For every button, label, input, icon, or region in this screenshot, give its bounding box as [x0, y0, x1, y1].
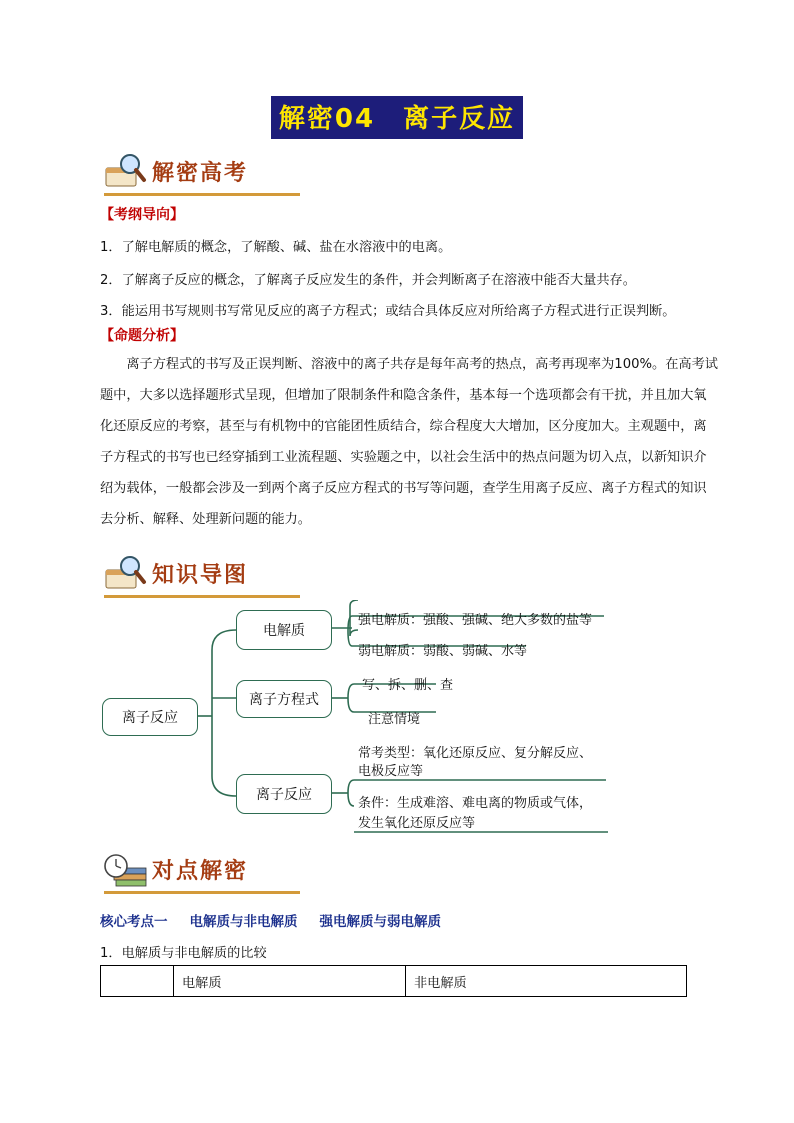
mind-map-root: 离子反应	[102, 698, 198, 736]
mind-map-node: 电解质	[236, 610, 332, 650]
table-cell: 非电解质	[406, 966, 687, 997]
section-title: 对点解密	[152, 858, 249, 884]
kaogang-item: 2．了解离子反应的概念，了解离子反应发生的条件，并会判断离子在溶液中能否大量共存。	[100, 273, 636, 288]
mingti-paragraph	[100, 349, 718, 535]
paragraph-line: 子方程式的书写也已经穿插到工业流程题、实验题之中，以社会生活中的热点问题为切入点，以新知识介	[100, 450, 707, 465]
kaogang-item: 3．能运用书写规则书写常见反应的离子方程式；或结合具体反应对所给离子方程式进行正误判断。	[100, 304, 676, 319]
kaogang-label: 【考纲导向】	[100, 207, 184, 223]
clock-books-icon	[102, 848, 148, 888]
mind-map-leaf: 弱电解质：弱酸、弱碱、水等	[358, 644, 528, 659]
mind-map-leaf: 强电解质：强酸、强碱、绝大多数的盐等	[358, 613, 593, 628]
mind-map	[96, 600, 616, 840]
table-row	[101, 966, 687, 997]
paragraph-line: 绍为载体，一般都会涉及一到两个离子反应方程式的书写等问题，查学生用离子反应、离子方程式的知识	[100, 481, 707, 496]
section-title: 知识导图	[152, 562, 249, 588]
section-banner-jiemi-gaokao	[100, 150, 300, 196]
core-point-prefix: 核心考点一	[100, 914, 168, 930]
mind-map-node: 离子反应	[236, 774, 332, 814]
subheading: 1．电解质与非电解质的比较	[100, 946, 267, 961]
mind-map-leaf: 电极反应等	[358, 764, 424, 779]
core-point-heading	[100, 910, 463, 930]
core-point-title: 电解质与非电解质	[189, 914, 298, 930]
section-banner-zhishi-daotu	[100, 552, 300, 598]
paragraph-line: 去分析、解释、处理新问题的能力。	[100, 512, 311, 527]
magnifier-calendar-icon	[102, 150, 148, 190]
paragraph-line: 离子方程式的书写及正误判断、溶液中的离子共存是每年高考的热点，高考再现率为100%。在高考试	[100, 357, 718, 372]
mingti-label: 【命题分析】	[100, 328, 184, 344]
paragraph-line: 化还原反应的考察，甚至与有机物中的官能团性质结合，综合程度大大增加，区分度加大。主观题中，离	[100, 419, 707, 434]
comparison-table	[100, 965, 687, 997]
page-title	[0, 96, 794, 139]
page-title-text: 解密04 离子反应	[271, 96, 523, 139]
magnifier-calendar-icon	[102, 552, 148, 592]
mind-map-leaf: 注意情境	[368, 712, 421, 727]
section-title: 解密高考	[152, 160, 249, 186]
kaogang-item: 1．了解电解质的概念，了解酸、碱、盐在水溶液中的电离。	[100, 240, 452, 255]
mind-map-leaf: 常考类型：氧化还原反应、复分解反应、	[358, 746, 593, 761]
mind-map-leaf: 条件：生成难溶、难电离的物质或气体，	[358, 796, 593, 811]
paragraph-line: 题中，大多以选择题形式呈现，但增加了限制条件和隐含条件，基本每一个选项都会有干扰，并且加大氧	[100, 388, 707, 403]
section-banner-duidian-jiemi	[100, 848, 300, 894]
core-point-title: 强电解质与弱电解质	[319, 914, 441, 930]
divider	[104, 595, 300, 598]
mind-map-leaf: 写、拆、删、查	[362, 678, 454, 693]
divider	[104, 891, 300, 894]
divider	[104, 193, 300, 196]
mind-map-leaf: 发生氧化还原反应等	[358, 816, 476, 831]
table-cell: 电解质	[174, 966, 406, 997]
mind-map-node: 离子方程式	[236, 680, 332, 718]
table-cell	[101, 966, 174, 997]
